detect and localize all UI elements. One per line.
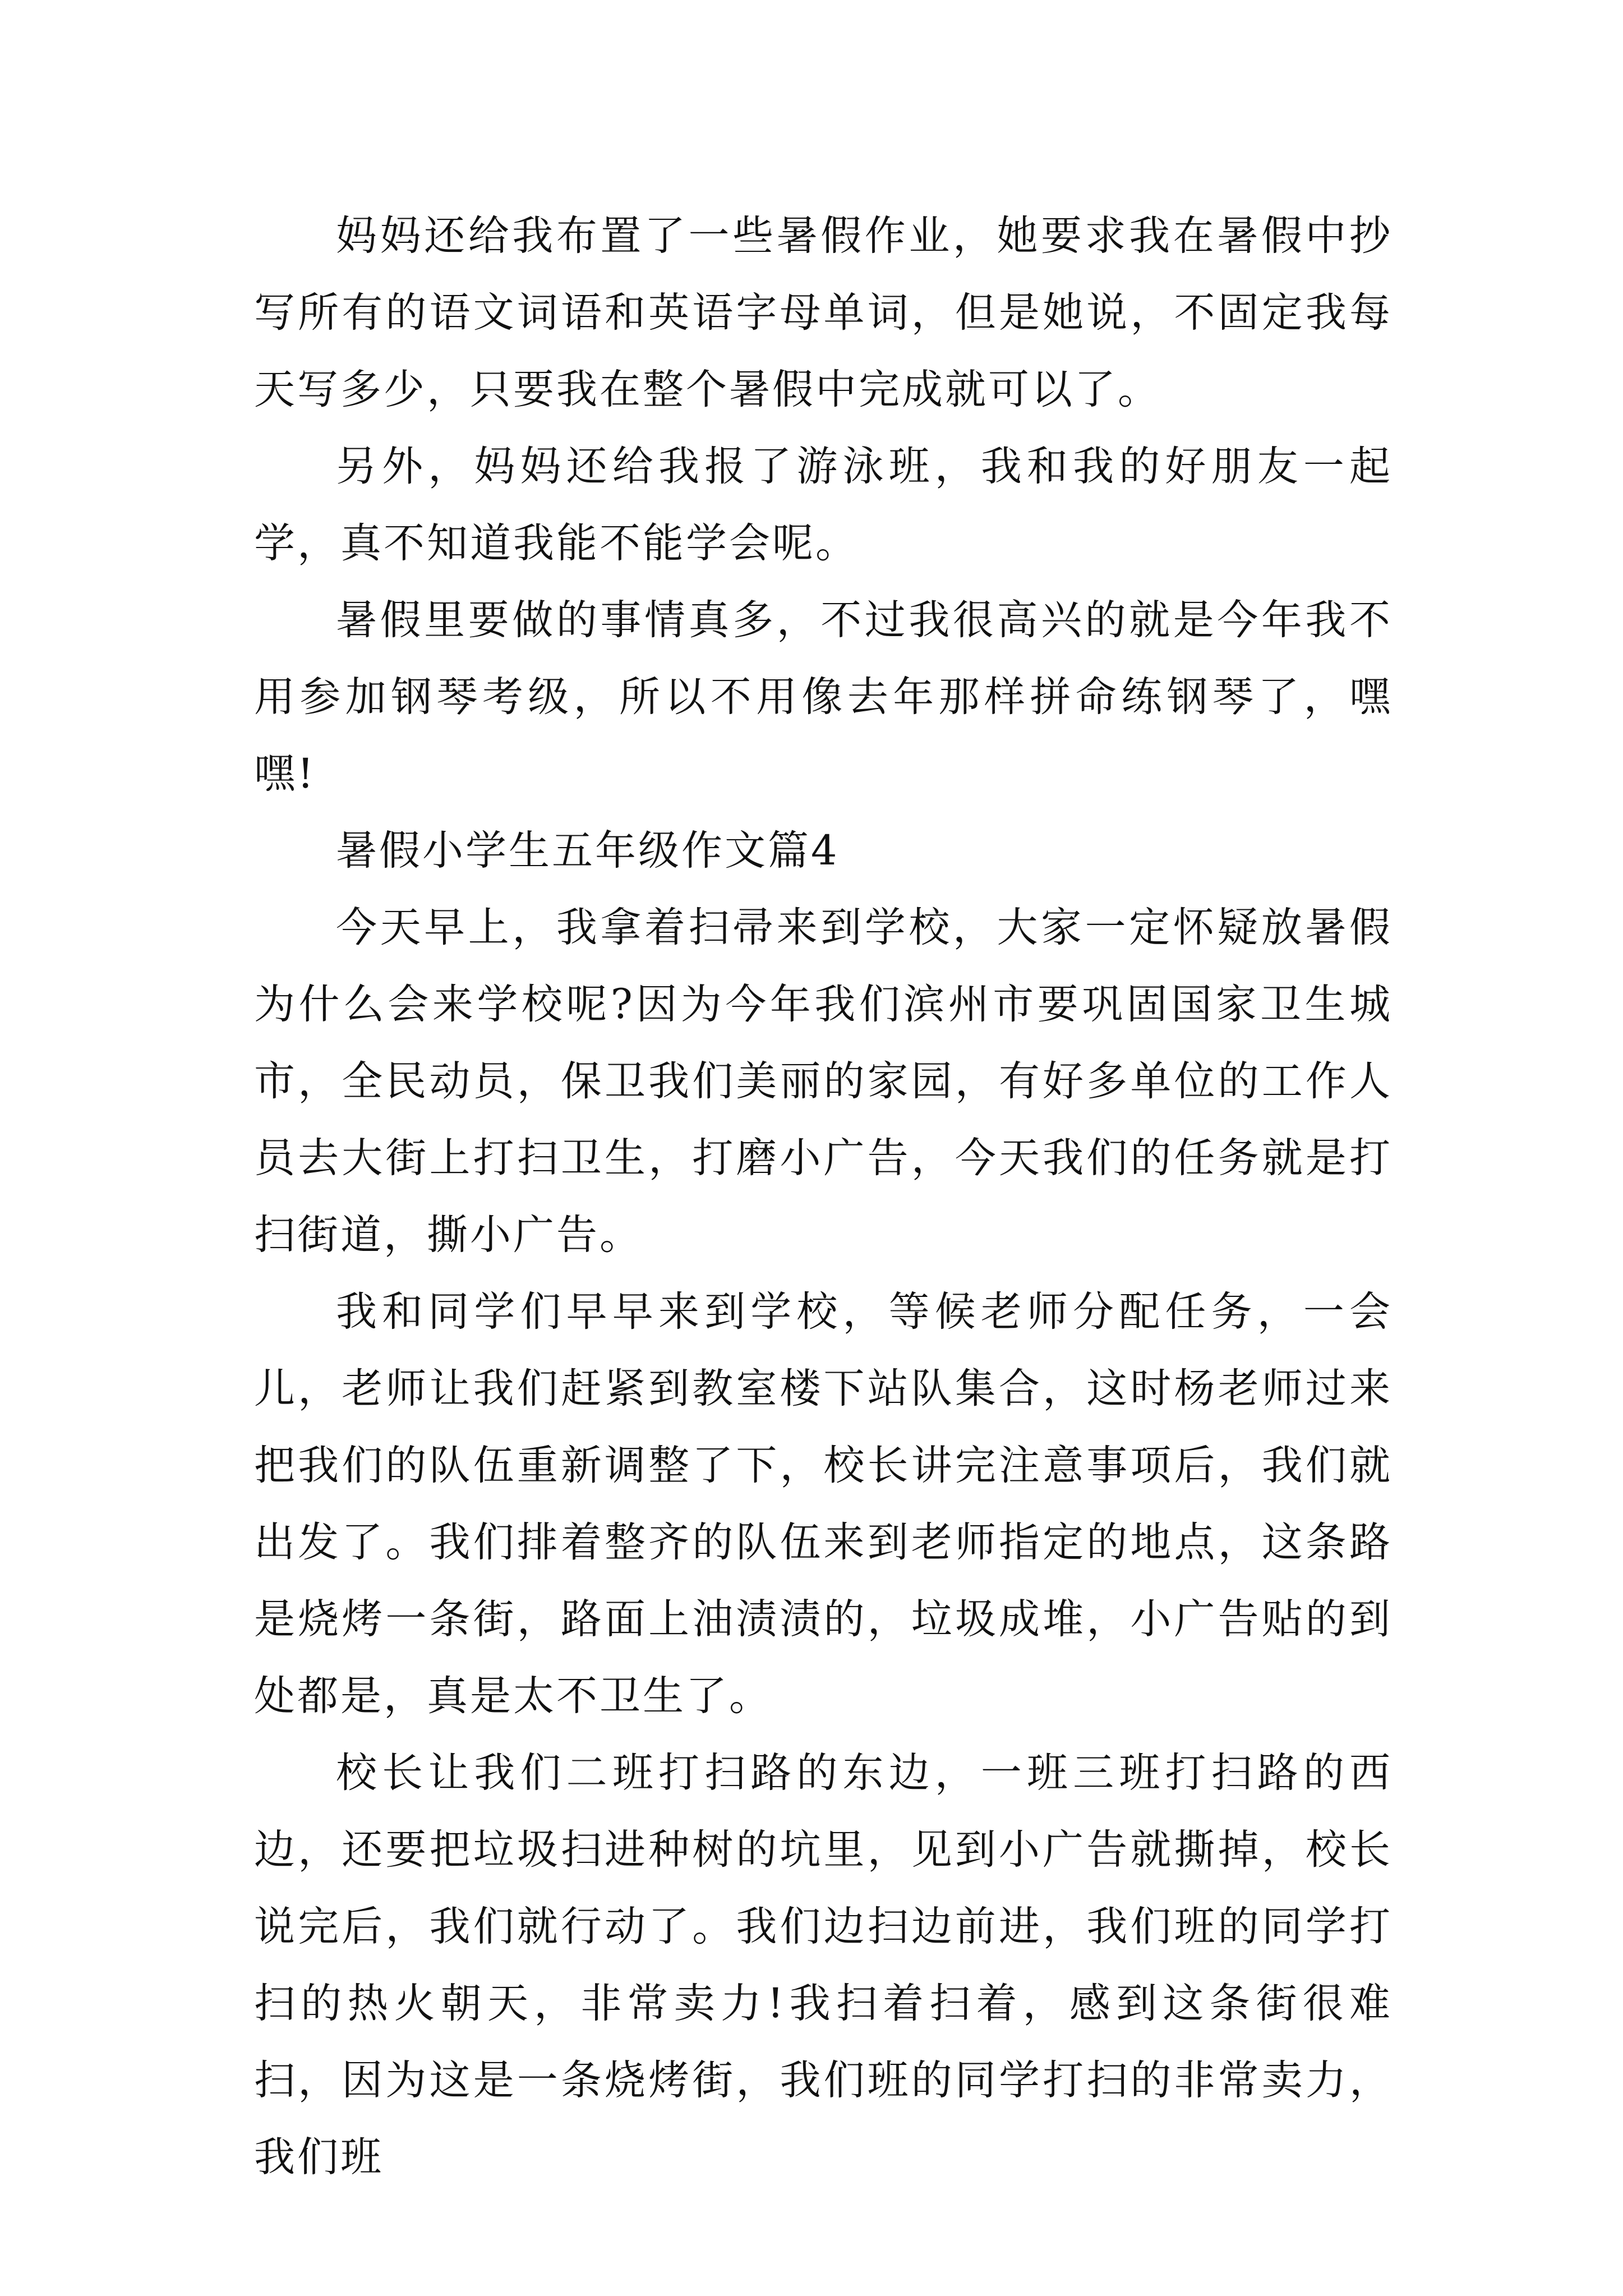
paragraph-homework: 妈妈还给我布置了一些暑假作业，她要求我在暑假中抄写所有的语文词语和英语字母单词，但是她说，不固定我每天写多少，只要我在整个暑假中完成就可以了。 [254, 212, 1393, 413]
document-body [254, 197, 1393, 2196]
paragraph-gathering: 我和同学们早早来到学校，等候老师分配任务，一会儿，老师让我们赶紧到教室楼下站队集合，这时杨老师过来把我们的队伍重新调整了下，校长讲完注意事项后，我们就出发了。我们排着整齐的队伍来到老师指定的地点，这条路是烧烤一条街，路面上油渍渍的，垃圾成堆，小广告贴的到处都是，真是太不卫生了。 [254, 1288, 1393, 1720]
paragraph-school-morning: 今天早上，我拿着扫帚来到学校，大家一定怀疑放暑假为什么会来学校呢?因为今年我们滨州市要巩固国家卫生城市，全民动员，保卫我们美丽的家园，有好多单位的工作人员去大街上打扫卫生，打磨小广告，今天我们的任务就是打扫街道，撕小广告。 [254, 904, 1393, 1259]
paragraph-swimming: 另外，妈妈还给我报了游泳班，我和我的好朋友一起学，真不知道我能不能学会呢。 [254, 443, 1393, 567]
section-heading: 暑假小学生五年级作文篇4 [336, 827, 840, 875]
paragraph-cleaning: 校长让我们二班打扫路的东边，一班三班打扫路的西边，还要把垃圾扫进种树的坑里，见到小广告就撕掉，校长说完后，我们就行动了。我们边扫边前进，我们班的同学打扫的热火朝天，非常卖力!我扫着扫着，感到这条街很难扫，因为这是一条烧烤街，我们班的同学打扫的非常卖力，我们班 [254, 1749, 1393, 2181]
paragraph-piano: 暑假里要做的事情真多，不过我很高兴的就是今年我不用参加钢琴考级，所以不用像去年那样拼命练钢琴了，嘿嘿! [254, 596, 1393, 798]
